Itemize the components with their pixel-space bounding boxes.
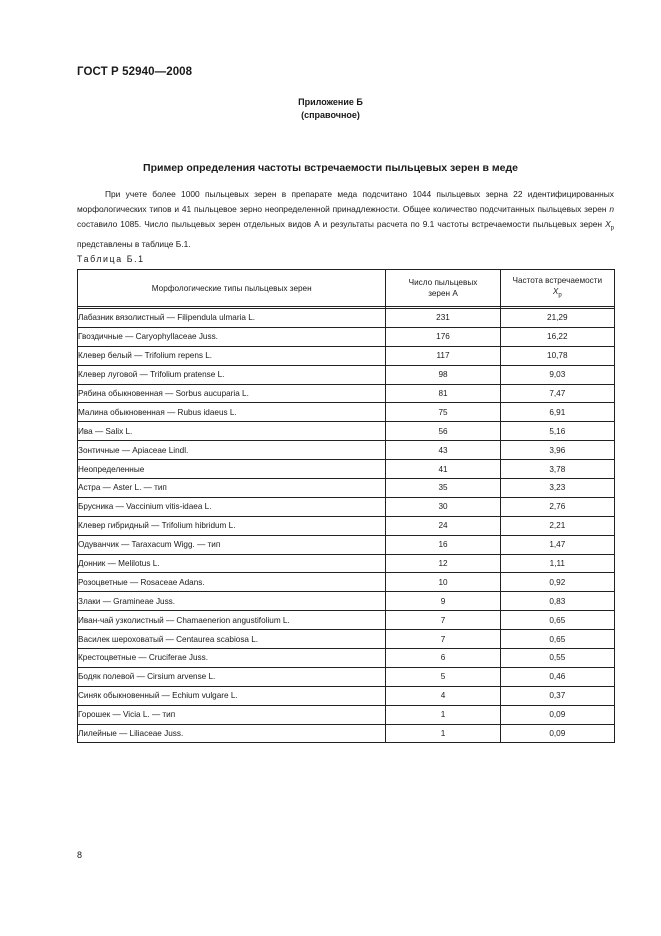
- header-frequency: [500, 270, 614, 307]
- pollen-frequency-table: [77, 269, 615, 743]
- cell-species-name: Крестоцветные — Cruciferae Juss.: [78, 649, 386, 668]
- cell-pollen-count: 75: [386, 403, 500, 422]
- cell-pollen-count: 4: [386, 686, 500, 705]
- table-row: [78, 667, 615, 686]
- table-row: [78, 554, 615, 573]
- appendix-title: Приложение Б: [298, 97, 363, 107]
- cell-pollen-count: 10: [386, 573, 500, 592]
- cell-species-name: Донник — Melilotus L.: [78, 554, 386, 573]
- header-frequency-sub: p: [558, 292, 562, 299]
- cell-species-name: Гвоздичные — Caryophyllaceae Juss.: [78, 327, 386, 346]
- table-row: [78, 479, 615, 498]
- paragraph-text-3: представлены в таблице Б.1.: [77, 238, 191, 249]
- cell-pollen-count: 12: [386, 554, 500, 573]
- appendix-heading: [0, 96, 661, 122]
- table-body: [78, 307, 615, 743]
- table-header-row: [78, 270, 615, 307]
- cell-species-name: Одуванчик — Taraxacum Wigg. — тип: [78, 535, 386, 554]
- cell-pollen-count: 30: [386, 497, 500, 516]
- cell-pollen-count: 9: [386, 592, 500, 611]
- cell-pollen-count: 35: [386, 479, 500, 498]
- cell-pollen-count: 231: [386, 309, 500, 328]
- variable-x: X: [605, 219, 611, 229]
- cell-frequency: 3,23: [500, 479, 614, 498]
- table-row: [78, 630, 615, 649]
- table-caption: Таблица Б.1: [77, 254, 145, 264]
- cell-species-name: Рябина обыкновенная — Sorbus aucuparia L.: [78, 384, 386, 403]
- cell-frequency: 0,92: [500, 573, 614, 592]
- cell-frequency: 3,96: [500, 441, 614, 460]
- table-row: [78, 686, 615, 705]
- table-row: [78, 649, 615, 668]
- cell-species-name: Клевер белый — Trifolium repens L.: [78, 346, 386, 365]
- cell-pollen-count: 1: [386, 724, 500, 743]
- cell-pollen-count: 16: [386, 535, 500, 554]
- cell-frequency: 0,65: [500, 630, 614, 649]
- table-row: [78, 592, 615, 611]
- variable-n: n: [609, 204, 614, 214]
- cell-frequency: 6,91: [500, 403, 614, 422]
- cell-species-name: Розоцветные — Rosaceae Adans.: [78, 573, 386, 592]
- table-row: [78, 611, 615, 630]
- cell-species-name: Синяк обыкновенный — Echium vulgare L.: [78, 686, 386, 705]
- cell-pollen-count: 56: [386, 422, 500, 441]
- cell-frequency: 1,47: [500, 535, 614, 554]
- cell-frequency: 0,83: [500, 592, 614, 611]
- page-number: 8: [77, 850, 83, 860]
- table-row: [78, 365, 615, 384]
- table-row: [78, 403, 615, 422]
- header-pollen-count-line2: зерен А: [428, 289, 458, 298]
- header-morphological-types: Морфологические типы пыльцевых зерен: [78, 270, 386, 307]
- cell-species-name: Зонтичные — Apiaceae Lindl.: [78, 441, 386, 460]
- section-title: Пример определения частоты встречаемости пыльцевых зерен в меде: [143, 162, 518, 174]
- cell-species-name: Ива — Salix L.: [78, 422, 386, 441]
- cell-frequency: 7,47: [500, 384, 614, 403]
- paragraph-text-1: При учете более 1000 пыльцевых зерен в препарате меда подсчитано 1044 пыльцевых зерна 22 идентифицированных морфологических типов и 41 пыльцевое зерно неопределенной принадлежности. Общее количество подсчитанных пыльцевых зерен: [77, 189, 614, 214]
- cell-species-name: Клевер гибридный — Trifolium hibridum L.: [78, 516, 386, 535]
- cell-species-name: Василек шероховатый — Centaurea scabiosa L.: [78, 630, 386, 649]
- paragraph-text-2: составило 1085. Число пыльцевых зерен отдельных видов А и результаты расчета по 9.1 частоты встречаемости пыльцевых зерен: [77, 219, 606, 229]
- cell-species-name: Неопределенные: [78, 460, 386, 479]
- cell-species-name: Клевер луговой — Trifolium pratense L.: [78, 365, 386, 384]
- variable-x-subscript: p: [610, 225, 614, 232]
- table-row: [78, 535, 615, 554]
- cell-frequency: 9,03: [500, 365, 614, 384]
- appendix-note: (справочное): [301, 110, 360, 120]
- cell-pollen-count: 5: [386, 667, 500, 686]
- header-frequency-line1: Частота встречаемости: [512, 275, 603, 285]
- header-frequency-var: X: [552, 286, 559, 296]
- cell-frequency: 0,46: [500, 667, 614, 686]
- header-pollen-count: [386, 270, 500, 307]
- cell-species-name: Горошек — Vicia L. — тип: [78, 705, 386, 724]
- table-row: [78, 384, 615, 403]
- cell-frequency: 10,78: [500, 346, 614, 365]
- cell-pollen-count: 98: [386, 365, 500, 384]
- cell-frequency: 16,22: [500, 327, 614, 346]
- cell-species-name: Лабазник вязолистный — Filipendula ulmaria L.: [78, 309, 386, 328]
- cell-frequency: 0,09: [500, 724, 614, 743]
- table-row: [78, 573, 615, 592]
- cell-pollen-count: 41: [386, 460, 500, 479]
- cell-frequency: 5,16: [500, 422, 614, 441]
- body-paragraph: [77, 187, 614, 252]
- cell-frequency: 2,21: [500, 516, 614, 535]
- cell-frequency: 1,11: [500, 554, 614, 573]
- cell-pollen-count: 7: [386, 611, 500, 630]
- cell-species-name: Лилейные — Liliaceae Juss.: [78, 724, 386, 743]
- cell-pollen-count: 24: [386, 516, 500, 535]
- cell-pollen-count: 6: [386, 649, 500, 668]
- header-pollen-count-line1: Число пыльцевых: [408, 278, 478, 287]
- cell-species-name: Злаки — Gramineae Juss.: [78, 592, 386, 611]
- cell-frequency: 0,65: [500, 611, 614, 630]
- cell-species-name: Бодяк полевой — Cirsium arvense L.: [78, 667, 386, 686]
- table-row: [78, 327, 615, 346]
- cell-frequency: 2,76: [500, 497, 614, 516]
- cell-species-name: Малина обыкновенная — Rubus idaeus L.: [78, 403, 386, 422]
- table-row: [78, 441, 615, 460]
- cell-frequency: 3,78: [500, 460, 614, 479]
- cell-species-name: Брусника — Vaccinium vitis-idaea L.: [78, 497, 386, 516]
- cell-pollen-count: 117: [386, 346, 500, 365]
- cell-pollen-count: 1: [386, 705, 500, 724]
- table-row: [78, 346, 615, 365]
- cell-pollen-count: 176: [386, 327, 500, 346]
- table-row: [78, 309, 615, 328]
- table-row: [78, 724, 615, 743]
- document-header: ГОСТ Р 52940—2008: [77, 66, 193, 78]
- cell-pollen-count: 43: [386, 441, 500, 460]
- cell-frequency: 0,09: [500, 705, 614, 724]
- table-row: [78, 422, 615, 441]
- cell-species-name: Иван-чай узколистный — Chamaenerion angustifolium L.: [78, 611, 386, 630]
- table-row: [78, 516, 615, 535]
- cell-frequency: 0,37: [500, 686, 614, 705]
- cell-frequency: 21,29: [500, 309, 614, 328]
- cell-pollen-count: 81: [386, 384, 500, 403]
- table-row: [78, 460, 615, 479]
- cell-species-name: Астра — Aster L. — тип: [78, 479, 386, 498]
- cell-pollen-count: 7: [386, 630, 500, 649]
- table-row: [78, 497, 615, 516]
- cell-frequency: 0,55: [500, 649, 614, 668]
- table-row: [78, 705, 615, 724]
